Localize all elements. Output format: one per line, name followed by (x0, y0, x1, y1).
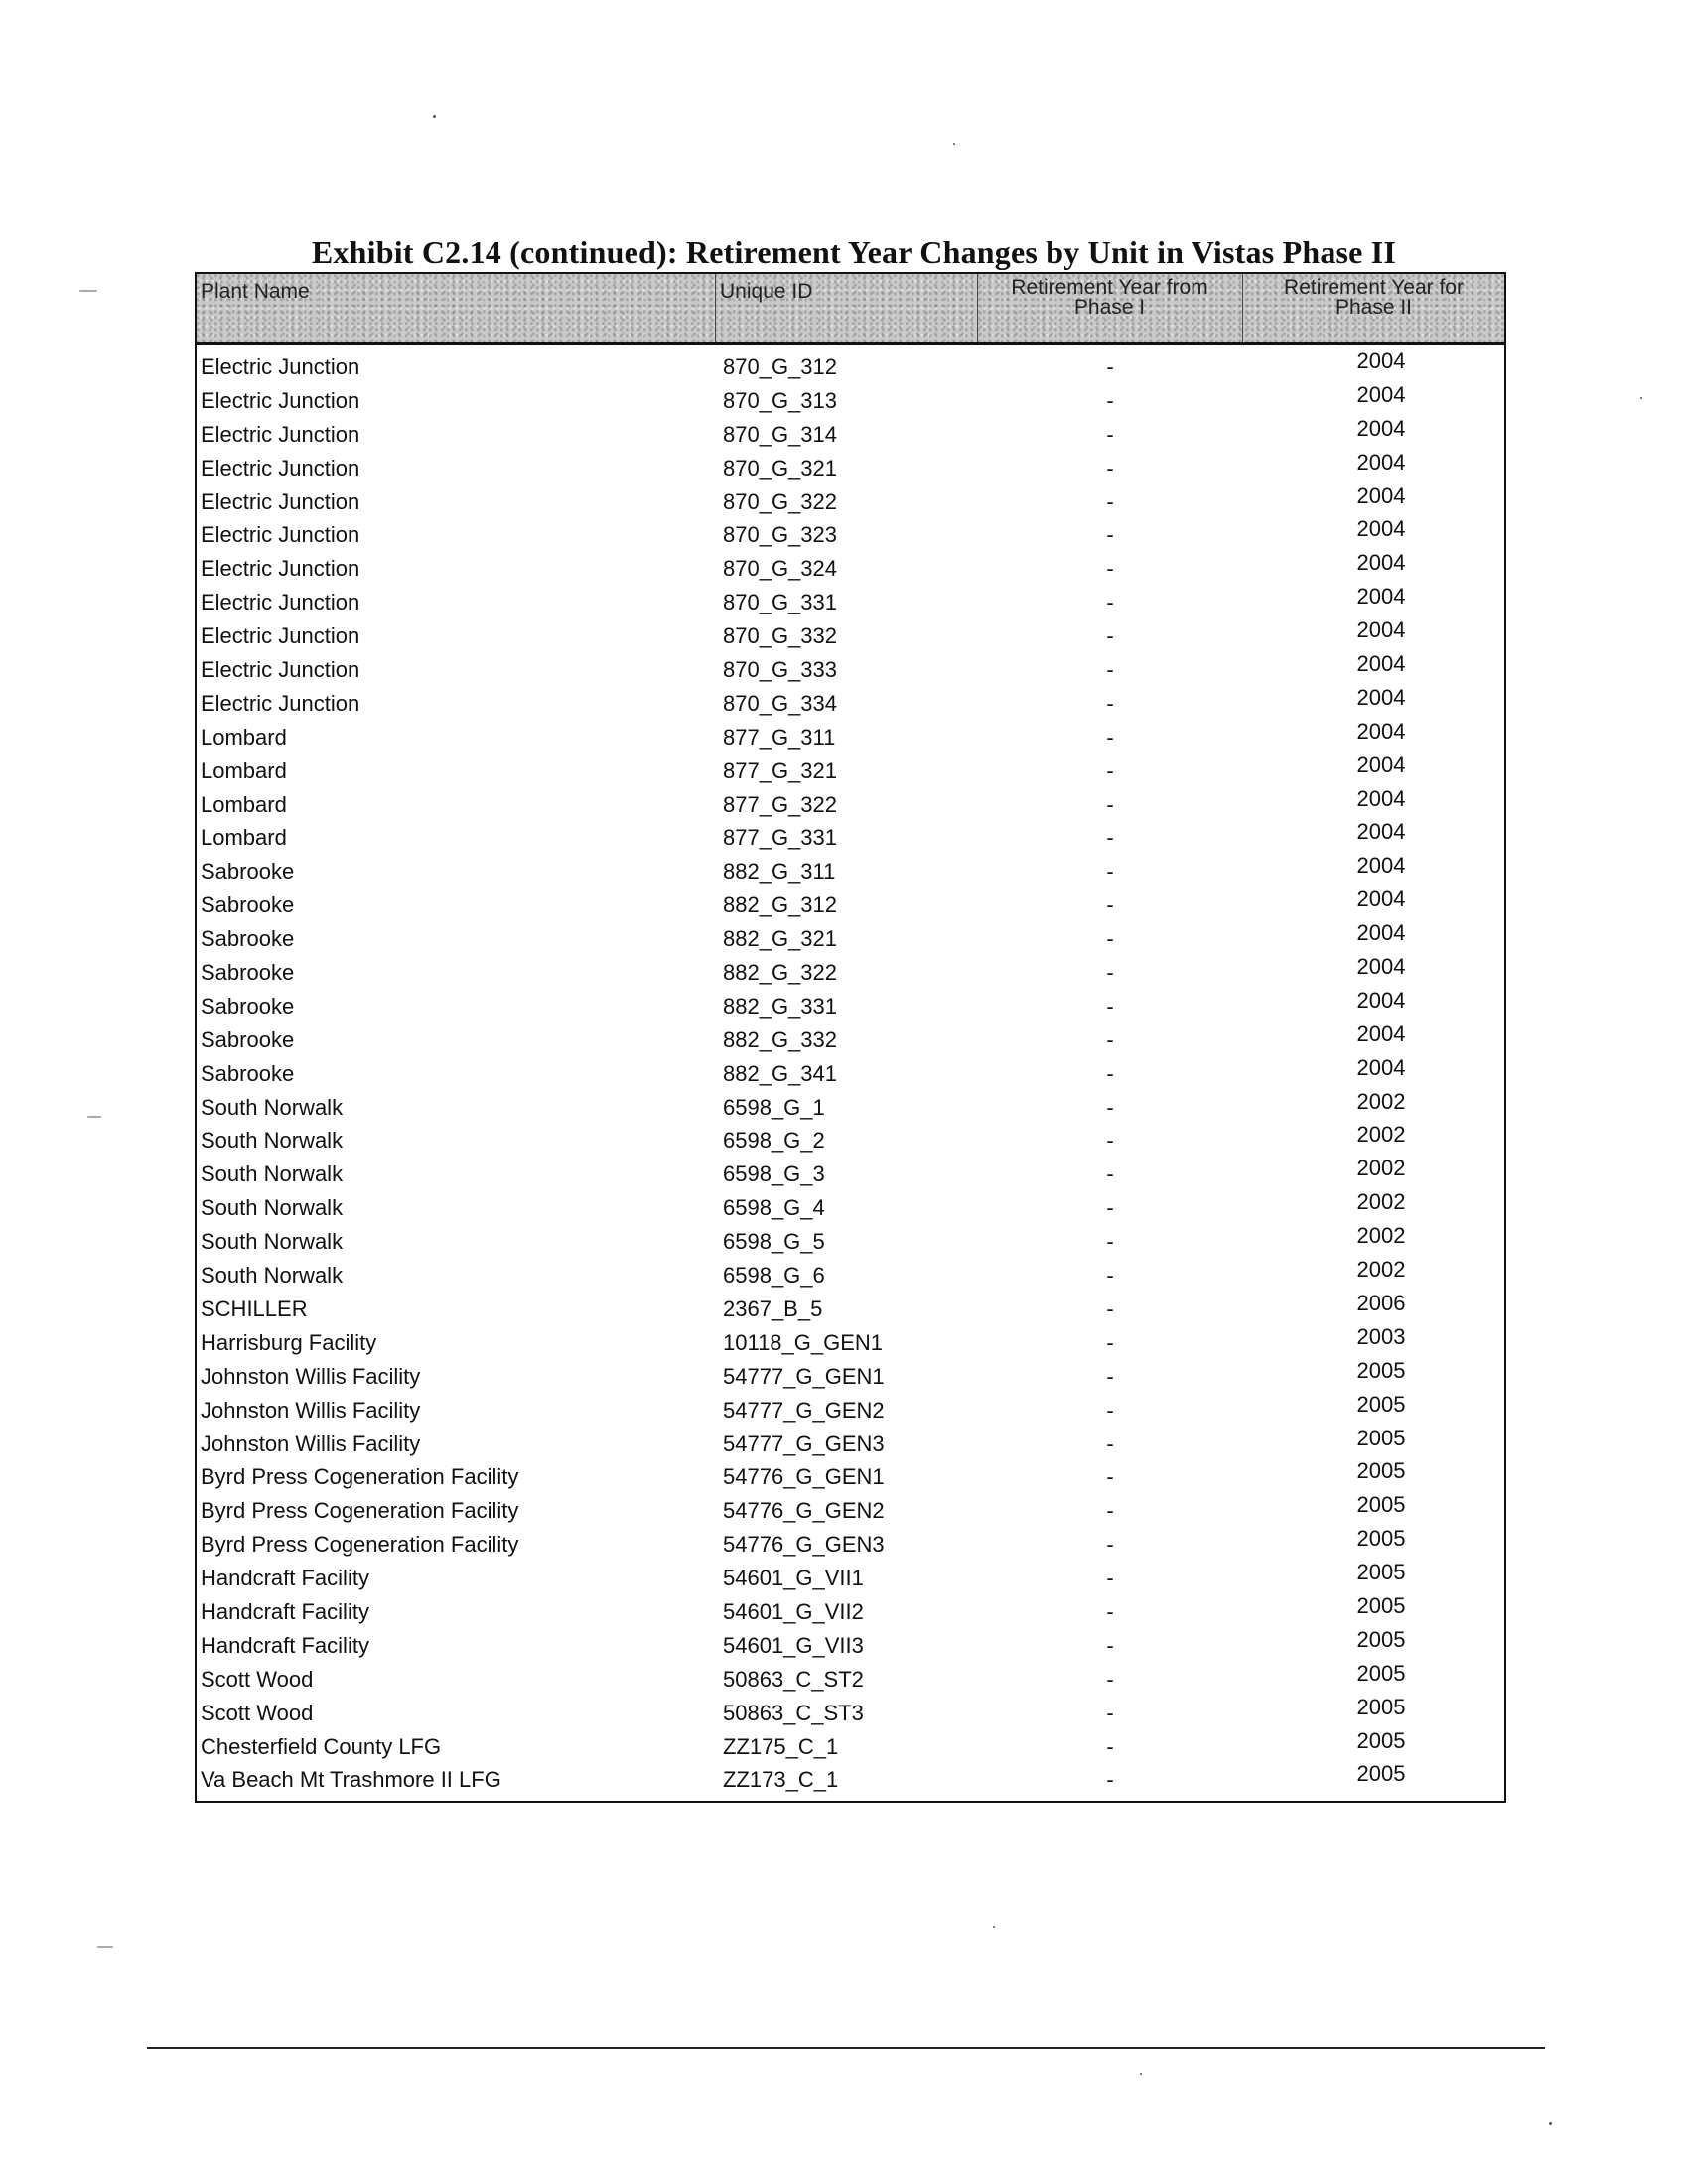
retirement-phase2-cell: 2004 (1356, 381, 1406, 407)
plant-name-cell: South Norwalk (201, 1195, 344, 1221)
plant-name-cell: Scott Wood (201, 1666, 314, 1692)
retirement-phase1-cell: - (1106, 926, 1114, 952)
retirement-phase2-cell: 2004 (1356, 718, 1406, 744)
retirement-phase1-cell: - (1106, 1363, 1114, 1389)
retirement-phase2-cell: 2004 (1356, 1054, 1406, 1080)
table-row (197, 1660, 1504, 1701)
table-row (197, 348, 1504, 388)
retirement-phase2-cell: 2004 (1356, 684, 1406, 710)
retirement-phase1-cell: - (1106, 1060, 1114, 1086)
retirement-phase2-cell: 2005 (1356, 1458, 1406, 1484)
retirement-phase1-cell: - (1106, 1431, 1114, 1456)
unique-id-cell: 870_G_332 (723, 623, 837, 649)
retirement-phase1-cell: - (1106, 590, 1114, 615)
retirement-phase2-cell: 2005 (1356, 1526, 1406, 1552)
header-retirement-phase2-line2: Phase II (1334, 296, 1413, 319)
retirement-phase1-cell: - (1106, 488, 1114, 514)
plant-name-cell: Lombard (201, 825, 287, 851)
unique-id-cell: 6598_G_6 (723, 1263, 825, 1289)
table-row (197, 1323, 1504, 1364)
scan-speck (953, 143, 955, 145)
retirement-phase1-cell: - (1106, 623, 1114, 649)
table-row (197, 1526, 1504, 1566)
retirement-phase1-cell: - (1106, 1767, 1114, 1793)
table-header (197, 274, 1504, 345)
retirement-phase1-cell: - (1106, 421, 1114, 447)
plant-name-cell: Electric Junction (201, 590, 360, 615)
plant-name-cell: Johnston Willis Facility (201, 1431, 421, 1456)
retirement-phase1-cell: - (1106, 522, 1114, 548)
table-row (197, 584, 1504, 623)
retirement-phase2-cell: 2004 (1356, 819, 1406, 845)
retirement-phase2-cell: 2003 (1356, 1323, 1406, 1349)
header-unique-id: Unique ID (720, 280, 813, 303)
retirement-phase1-cell: - (1106, 1733, 1114, 1759)
retirement-phase2-cell: 2005 (1356, 1492, 1406, 1518)
retirement-phase2-cell: 2004 (1356, 954, 1406, 980)
unique-id-cell: 877_G_311 (723, 724, 836, 750)
retirement-phase1-cell: - (1106, 960, 1114, 986)
retirement-phase2-cell: 2004 (1356, 482, 1406, 508)
table-row (197, 381, 1504, 422)
unique-id-cell: ZZ175_C_1 (723, 1733, 839, 1759)
plant-name-cell: South Norwalk (201, 1229, 344, 1255)
table-row (197, 1560, 1504, 1599)
retirement-phase1-cell: - (1106, 1296, 1114, 1321)
unique-id-cell: 870_G_313 (723, 387, 837, 413)
retirement-phase2-cell: 2002 (1356, 1156, 1406, 1181)
scan-speck (97, 1946, 113, 1948)
plant-name-cell: Electric Junction (201, 690, 360, 716)
retirement-phase1-cell: - (1106, 1397, 1114, 1423)
unique-id-cell: 870_G_314 (723, 421, 837, 447)
unique-id-cell: 6598_G_3 (723, 1161, 825, 1187)
retirement-phase2-cell: 2002 (1356, 1223, 1406, 1249)
plant-name-cell: Handcraft Facility (201, 1566, 369, 1591)
unique-id-cell: 870_G_312 (723, 354, 837, 379)
unique-id-cell: 54777_G_GEN1 (723, 1363, 885, 1389)
table-row (197, 651, 1504, 691)
retirement-phase2-cell: 2006 (1356, 1290, 1406, 1315)
unique-id-cell: 6598_G_5 (723, 1229, 825, 1255)
plant-name-cell: Electric Junction (201, 387, 360, 413)
unique-id-cell: 882_G_331 (723, 993, 837, 1019)
retirement-phase2-cell: 2005 (1356, 1761, 1406, 1787)
plant-name-cell: Harrisburg Facility (201, 1329, 377, 1355)
table-row (197, 1223, 1504, 1263)
plant-name-cell: South Norwalk (201, 1094, 344, 1120)
retirement-phase2-cell: 2004 (1356, 415, 1406, 441)
table-row (197, 684, 1504, 725)
table-row (197, 482, 1504, 523)
plant-name-cell: Electric Junction (201, 623, 360, 649)
unique-id-cell: 870_G_334 (723, 690, 837, 716)
table-row (197, 819, 1504, 859)
retirement-phase1-cell: - (1106, 1094, 1114, 1120)
table-row (197, 1492, 1504, 1532)
unique-id-cell: 870_G_331 (723, 590, 837, 615)
plant-name-cell: Sabrooke (201, 1060, 295, 1086)
retirement-phase1-cell: - (1106, 1229, 1114, 1255)
retirement-phase2-cell: 2005 (1356, 1560, 1406, 1585)
retirement-phase1-cell: - (1106, 455, 1114, 480)
retirement-phase2-cell: 2005 (1356, 1660, 1406, 1686)
retirement-phase2-cell: 2004 (1356, 516, 1406, 542)
unique-id-cell: 882_G_341 (723, 1060, 837, 1086)
retirement-phase2-cell: 2004 (1356, 1021, 1406, 1046)
retirement-phase2-cell: 2002 (1356, 1189, 1406, 1215)
retirement-phase1-cell: - (1106, 1464, 1114, 1490)
retirement-table (195, 272, 1506, 1803)
plant-name-cell: Sabrooke (201, 993, 295, 1019)
table-row (197, 1156, 1504, 1195)
retirement-phase2-cell: 2004 (1356, 348, 1406, 373)
scan-speck (87, 1116, 101, 1118)
retirement-phase2-cell: 2005 (1356, 1626, 1406, 1652)
retirement-phase2-cell: 2002 (1356, 1088, 1406, 1114)
header-retirement-phase2 (1243, 274, 1504, 342)
unique-id-cell: 882_G_322 (723, 960, 837, 986)
unique-id-cell: 870_G_333 (723, 657, 837, 683)
unique-id-cell: 877_G_321 (723, 757, 837, 783)
table-row (197, 1088, 1504, 1129)
retirement-phase1-cell: - (1106, 825, 1114, 851)
header-plant-name: Plant Name (201, 280, 310, 303)
header-retirement-phase1-line1: Retirement Year from (1011, 276, 1208, 299)
plant-name-cell: South Norwalk (201, 1161, 344, 1187)
unique-id-cell: 882_G_321 (723, 926, 837, 952)
unique-id-cell: 6598_G_1 (723, 1094, 825, 1120)
retirement-phase1-cell: - (1106, 1329, 1114, 1355)
table-body (197, 348, 1504, 1801)
retirement-phase1-cell: - (1106, 354, 1114, 379)
table-row (197, 954, 1504, 994)
plant-name-cell: Electric Junction (201, 556, 360, 582)
retirement-phase1-cell: - (1106, 1632, 1114, 1658)
table-row (197, 449, 1504, 489)
retirement-phase1-cell: - (1106, 556, 1114, 582)
plant-name-cell: Lombard (201, 791, 287, 817)
retirement-phase2-cell: 2004 (1356, 584, 1406, 610)
plant-name-cell: Johnston Willis Facility (201, 1397, 421, 1423)
table-row (197, 1021, 1504, 1061)
retirement-phase2-cell: 2005 (1356, 1592, 1406, 1618)
retirement-phase1-cell: - (1106, 690, 1114, 716)
retirement-phase1-cell: - (1106, 1026, 1114, 1052)
scan-speck (993, 1926, 995, 1928)
retirement-phase1-cell: - (1106, 859, 1114, 885)
scan-speck (79, 290, 97, 292)
unique-id-cell: 6598_G_4 (723, 1195, 825, 1221)
plant-name-cell: Electric Junction (201, 657, 360, 683)
table-row (197, 987, 1504, 1027)
unique-id-cell: 50863_C_ST2 (723, 1666, 864, 1692)
unique-id-cell: 54601_G_VII1 (723, 1566, 864, 1591)
plant-name-cell: Electric Junction (201, 488, 360, 514)
unique-id-cell: 54601_G_VII3 (723, 1632, 864, 1658)
table-row (197, 1626, 1504, 1667)
retirement-phase1-cell: - (1106, 1161, 1114, 1187)
plant-name-cell: Byrd Press Cogeneration Facility (201, 1532, 519, 1558)
table-row (197, 1357, 1504, 1398)
plant-name-cell: Lombard (201, 724, 287, 750)
plant-name-cell: Lombard (201, 757, 287, 783)
retirement-phase1-cell: - (1106, 1498, 1114, 1524)
plant-name-cell: Handcraft Facility (201, 1598, 369, 1624)
plant-name-cell: Electric Junction (201, 421, 360, 447)
table-row (197, 887, 1504, 926)
table-row (197, 415, 1504, 456)
scan-speck (1549, 2122, 1552, 2125)
header-retirement-phase2-line1: Retirement Year for (1284, 276, 1464, 299)
retirement-phase2-cell: 2004 (1356, 617, 1406, 643)
retirement-phase1-cell: - (1106, 1263, 1114, 1289)
retirement-phase2-cell: 2004 (1356, 987, 1406, 1013)
retirement-phase1-cell: - (1106, 1128, 1114, 1154)
unique-id-cell: 54776_G_GEN3 (723, 1532, 885, 1558)
plant-name-cell: Va Beach Mt Trashmore II LFG (201, 1767, 501, 1793)
page-title: Exhibit C2.14 (continued): Retirement Year Changes by Unit in Vistas Phase II (311, 234, 1397, 270)
table-row (197, 853, 1504, 892)
table-row (197, 920, 1504, 960)
retirement-phase2-cell: 2005 (1356, 1694, 1406, 1719)
retirement-phase2-cell: 2004 (1356, 550, 1406, 576)
plant-name-cell: Electric Junction (201, 455, 360, 480)
unique-id-cell: 877_G_322 (723, 791, 837, 817)
retirement-phase2-cell: 2005 (1356, 1391, 1406, 1417)
retirement-phase1-cell: - (1106, 1666, 1114, 1692)
footer-rule (147, 2047, 1545, 2049)
plant-name-cell: Electric Junction (201, 522, 360, 548)
retirement-phase2-cell: 2005 (1356, 1357, 1406, 1383)
retirement-phase2-cell: 2004 (1356, 651, 1406, 677)
table-row (197, 1761, 1504, 1801)
retirement-phase2-cell: 2004 (1356, 887, 1406, 912)
table-row (197, 1425, 1504, 1465)
retirement-phase2-cell: 2005 (1356, 1425, 1406, 1450)
table-row (197, 550, 1504, 590)
unique-id-cell: ZZ173_C_1 (723, 1767, 839, 1793)
header-retirement-phase1-line2: Phase I (1073, 296, 1146, 319)
plant-name-cell: SCHILLER (201, 1296, 308, 1321)
scan-speck (433, 115, 436, 118)
unique-id-cell: 54777_G_GEN2 (723, 1397, 885, 1423)
plant-name-cell: Sabrooke (201, 1026, 295, 1052)
scan-speck (1140, 2073, 1142, 2075)
table-row (197, 1290, 1504, 1330)
retirement-phase2-cell: 2002 (1356, 1257, 1406, 1283)
plant-name-cell: Byrd Press Cogeneration Facility (201, 1464, 519, 1490)
plant-name-cell: Sabrooke (201, 892, 295, 918)
retirement-phase1-cell: - (1106, 1598, 1114, 1624)
table-row (197, 1189, 1504, 1229)
unique-id-cell: 10118_G_GEN1 (723, 1329, 884, 1355)
plant-name-cell: Byrd Press Cogeneration Facility (201, 1498, 519, 1524)
header-retirement-phase1 (978, 274, 1241, 342)
table-row (197, 1458, 1504, 1498)
plant-name-cell: Sabrooke (201, 926, 295, 952)
retirement-phase2-cell: 2004 (1356, 449, 1406, 475)
table-row (197, 1122, 1504, 1161)
retirement-phase1-cell: - (1106, 892, 1114, 918)
table-row (197, 1727, 1504, 1768)
retirement-phase1-cell: - (1106, 993, 1114, 1019)
unique-id-cell: 54776_G_GEN2 (723, 1498, 885, 1524)
unique-id-cell: 870_G_324 (723, 556, 837, 582)
table-row (197, 751, 1504, 792)
table-row (197, 1694, 1504, 1734)
unique-id-cell: 54776_G_GEN1 (723, 1464, 885, 1490)
unique-id-cell: 2367_B_5 (723, 1296, 823, 1321)
retirement-phase1-cell: - (1106, 1195, 1114, 1221)
table-row (197, 1054, 1504, 1095)
plant-name-cell: South Norwalk (201, 1263, 344, 1289)
retirement-phase1-cell: - (1106, 724, 1114, 750)
unique-id-cell: 882_G_311 (723, 859, 836, 885)
plant-name-cell: Sabrooke (201, 960, 295, 986)
retirement-phase1-cell: - (1106, 791, 1114, 817)
unique-id-cell: 877_G_331 (723, 825, 837, 851)
retirement-phase2-cell: 2005 (1356, 1727, 1406, 1753)
table-row (197, 1391, 1504, 1432)
retirement-phase1-cell: - (1106, 757, 1114, 783)
retirement-phase2-cell: 2004 (1356, 751, 1406, 777)
retirement-phase1-cell: - (1106, 1532, 1114, 1558)
unique-id-cell: 54777_G_GEN3 (723, 1431, 885, 1456)
plant-name-cell: Scott Wood (201, 1700, 314, 1725)
table-row (197, 785, 1504, 826)
table-row (197, 718, 1504, 758)
table-row (197, 1257, 1504, 1297)
unique-id-cell: 870_G_323 (723, 522, 837, 548)
retirement-phase2-cell: 2004 (1356, 853, 1406, 879)
plant-name-cell: Johnston Willis Facility (201, 1363, 421, 1389)
unique-id-cell: 50863_C_ST3 (723, 1700, 864, 1725)
plant-name-cell: Chesterfield County LFG (201, 1733, 442, 1759)
retirement-phase2-cell: 2004 (1356, 920, 1406, 946)
table-row (197, 1592, 1504, 1633)
unique-id-cell: 882_G_332 (723, 1026, 837, 1052)
plant-name-cell: South Norwalk (201, 1128, 344, 1154)
unique-id-cell: 6598_G_2 (723, 1128, 825, 1154)
retirement-phase2-cell: 2002 (1356, 1122, 1406, 1148)
unique-id-cell: 870_G_321 (723, 455, 837, 480)
unique-id-cell: 870_G_322 (723, 488, 837, 514)
retirement-phase2-cell: 2004 (1356, 785, 1406, 811)
plant-name-cell: Electric Junction (201, 354, 360, 379)
scan-speck (1640, 397, 1642, 399)
plant-name-cell: Handcraft Facility (201, 1632, 369, 1658)
table-row (197, 516, 1504, 556)
unique-id-cell: 882_G_312 (723, 892, 837, 918)
retirement-phase1-cell: - (1106, 1566, 1114, 1591)
retirement-phase1-cell: - (1106, 1700, 1114, 1725)
plant-name-cell: Sabrooke (201, 859, 295, 885)
retirement-phase1-cell: - (1106, 387, 1114, 413)
unique-id-cell: 54601_G_VII2 (723, 1598, 864, 1624)
table-row (197, 617, 1504, 657)
retirement-phase1-cell: - (1106, 657, 1114, 683)
